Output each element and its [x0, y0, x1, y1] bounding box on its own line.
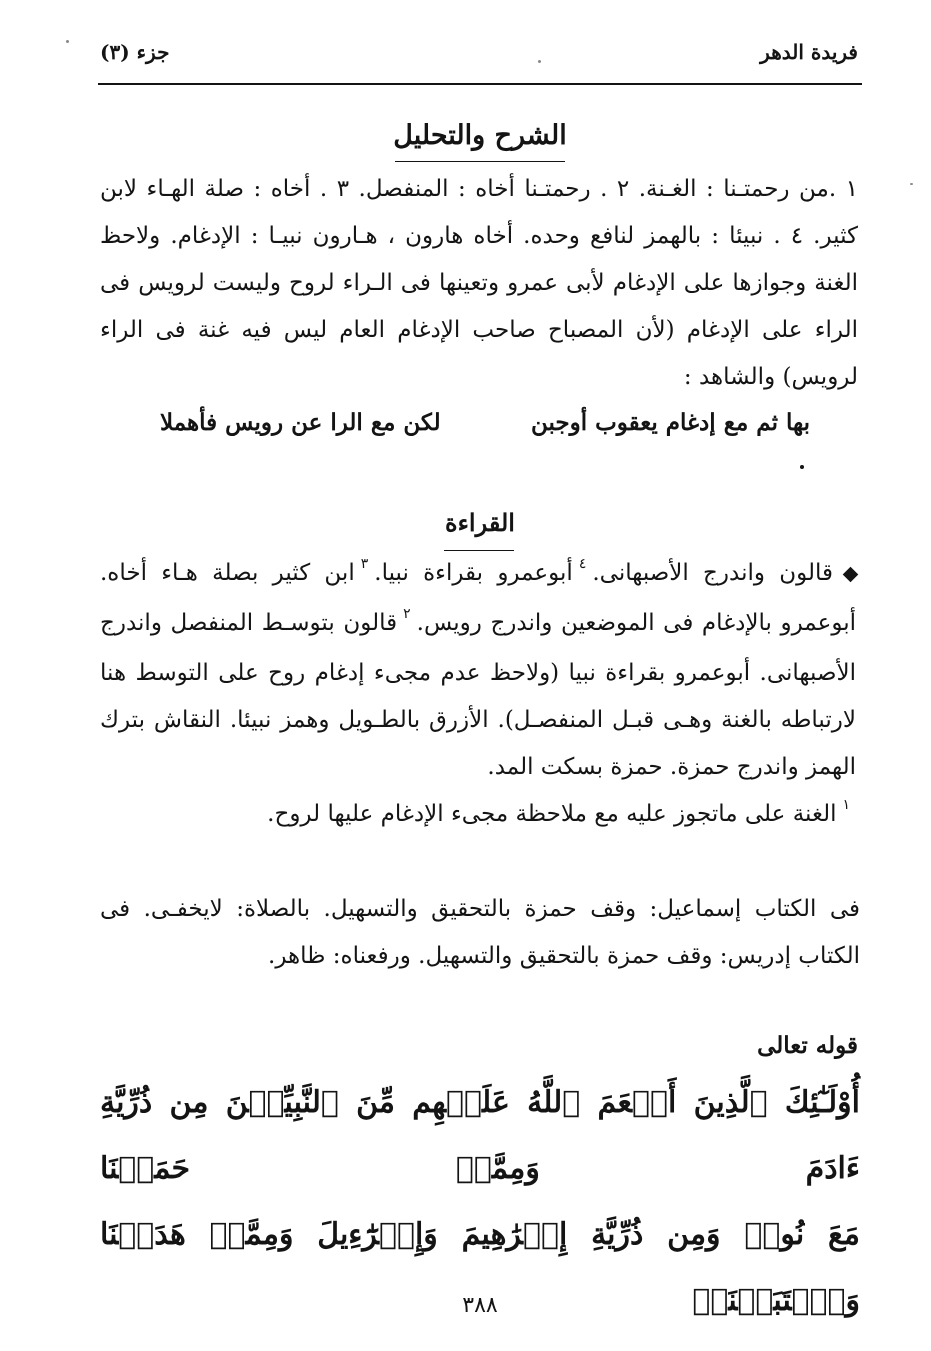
scan-speck	[910, 183, 913, 185]
reading-segment: أبوعمرو بقراءة نبيا.	[374, 560, 573, 586]
reading-order-mark: ٣	[360, 556, 369, 572]
reading-order-mark: ٢	[403, 606, 411, 622]
reading-segment: الغنة على ماتجوز عليه مع ملاحظة مجىء الإدغام عليها لروح.	[267, 801, 837, 827]
scan-speck	[538, 60, 541, 63]
explanation-paragraph: ١ .من رحمتـنا : الغـنة. ٢ . رحمتـنا أخاه : المنفصل. ٣ . أخاه : صلة الهـاء لابن كثير. ٤ . نبيئا : بالهمز لنافع وحده. أخاه هارون ، هـارون نبيـا : الإدغام. ولاحظ الغنة وجوازها على الإدغام لأبى عمرو وتعينها فى الـراء لروح وليست لرويس فى الراء على الإدغام (لأن المصباح صاحب الإدغام العام ليس فيه غنة فى الراء لرويس) والشاهد :	[100, 176, 858, 390]
part-label: جزء (٣)	[100, 40, 170, 64]
header-rule	[98, 83, 862, 85]
ink-dot	[800, 465, 804, 469]
quran-line: أُوْلَـٰٓئِكَ ٱلَّذِينَ أَنۡعَمَ ٱللَّهُ عَلَيۡهِم مِّنَ ٱلنَّبِيِّـۧنَ مِن ذُرِّيَّةِ ءَادَمَ وَمِمَّنۡ حَمَلۡنَا	[100, 1085, 860, 1186]
quran-label: قوله تعالى	[757, 1032, 858, 1059]
reading-order-mark: ١	[842, 797, 850, 813]
title-underline	[395, 161, 565, 162]
verse-first-hemistich: بها ثم مع إدغام يعقوب أوجبن	[530, 409, 810, 436]
book-notes-paragraph: فى الكتاب إسماعيل: وقف حمزة بالتحقيق والتسهيل. بالصلاة: لايخفـى. فى الكتاب إدريس: وقف حمزة بالتحقيق والتسهيل. ورفعناه: ظاهر.	[100, 896, 861, 969]
diamond-bullet-icon	[843, 566, 859, 582]
scan-speck	[66, 40, 69, 43]
poetry-verse	[160, 409, 810, 436]
page-number: ٣٨٨	[462, 1293, 498, 1318]
section-title-reading: القراءة	[445, 508, 515, 537]
reading-paragraph	[100, 550, 856, 841]
quran-line: مَعَ نُوحٖ وَمِن ذُرِّيَّةِ إِبۡرَٰهِيمَ وَإِسۡرَٰٓءِيلَ وَمِمَّنۡ هَدَيۡنَا وَٱجۡتَبَيۡنَآۚ	[100, 1217, 860, 1318]
reading-order-mark: ٤	[578, 556, 587, 572]
book-title: فريدة الدهر	[760, 40, 858, 64]
reading-segment: ابن كثير بصلة هـاء أخاه. أبوعمرو بالإدغام فى الموضعين واندرج رويس.	[100, 560, 856, 636]
verse-second-hemistich: لكن مع الرا عن رويس فأهملا	[160, 409, 441, 436]
reading-segment: قالون بتوسـط المنفصل واندرج الأصبهانى. أبوعمرو بقراءة نبيا (ولاحظ عدم مجىء إدغام روح على التوسط هنا لارتباطه بالغنة وهـى قبـل المنفصـل). الأزرق بالطـويل وهمز نبيئا. النقاش بترك الهمز واندرج حمزة. حمزة بسكت المد.	[100, 610, 856, 780]
reading-segment: قالون واندرج الأصبهانى.	[592, 560, 833, 586]
section-title-explanation: الشرح والتحليل	[393, 120, 567, 151]
running-header	[100, 40, 858, 80]
